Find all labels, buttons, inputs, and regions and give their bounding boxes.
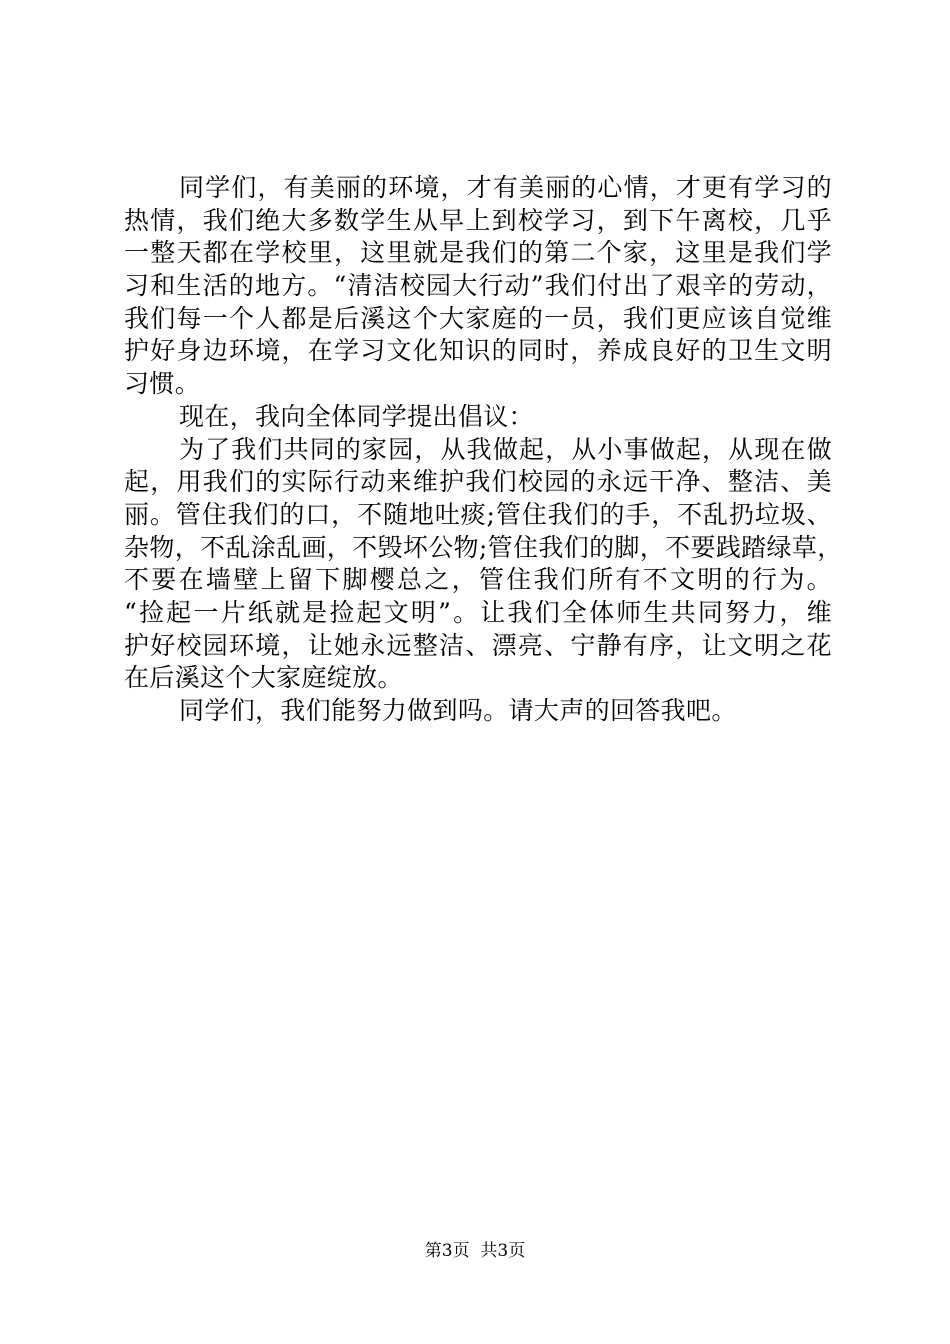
paragraph-1-line-4: 习和生活的地方。“清洁校园大行动”我们付出了艰辛的劳动， bbox=[124, 271, 832, 301]
paragraph-1-line-6: 护好身边环境，在学习文化知识的同时，养成良好的卫生文明 bbox=[124, 336, 832, 366]
document-body bbox=[124, 172, 843, 728]
paragraph-3-line-1: 为了我们共同的家园，从我做起，从小事做起，从现在做 bbox=[179, 434, 832, 464]
paragraph-3-line-5: 不要在墙壁上留下脚樱总之，管住我们所有不文明的行为。 bbox=[124, 565, 832, 595]
paragraph-1-line-7: 习惯。 bbox=[124, 369, 201, 399]
paragraph-1-line-1: 同学们，有美丽的环境，才有美丽的心情，才更有学习的 bbox=[179, 173, 832, 202]
paragraph-1-line-5: 我们每一个人都是后溪这个大家庭的一员，我们更应该自觉维 bbox=[124, 303, 832, 333]
paragraph-2-line-1: 现在，我向全体同学提出倡议： bbox=[179, 401, 534, 431]
paragraph-3-line-2: 起，用我们的实际行动来维护我们校园的永远干净、整洁、美 bbox=[124, 467, 832, 497]
paragraph-1-line-3: 一整天都在学校里，这里就是我们的第二个家，这里是我们学 bbox=[124, 238, 832, 268]
paragraph-3-line-7: 护好校园环境，让她永远整洁、漂亮、宁静有序，让文明之花 bbox=[124, 630, 832, 660]
paragraph-3-line-3: 丽。管住我们的口，不随地吐痰;管住我们的手，不乱扔垃圾、 bbox=[124, 499, 832, 529]
paragraph-1-line-2: 热情，我们绝大多数学生从早上到校学习，到下午离校，几乎 bbox=[124, 205, 832, 235]
paragraph-3-line-6: “捡起一片纸就是捡起文明”。让我们全体师生共同努力，维 bbox=[124, 597, 832, 627]
paragraph-3-line-4: 杂物，不乱涂乱画，不毁坏公物;管住我们的脚，不要践踏绿草， bbox=[124, 532, 843, 562]
paragraph-3-line-8: 在后溪这个大家庭绽放。 bbox=[124, 663, 403, 693]
paragraph-4-line-1: 同学们，我们能努力做到吗。请大声的回答我吧。 bbox=[179, 696, 737, 725]
page-number-footer: 第3页 共3页 bbox=[424, 1241, 526, 1261]
